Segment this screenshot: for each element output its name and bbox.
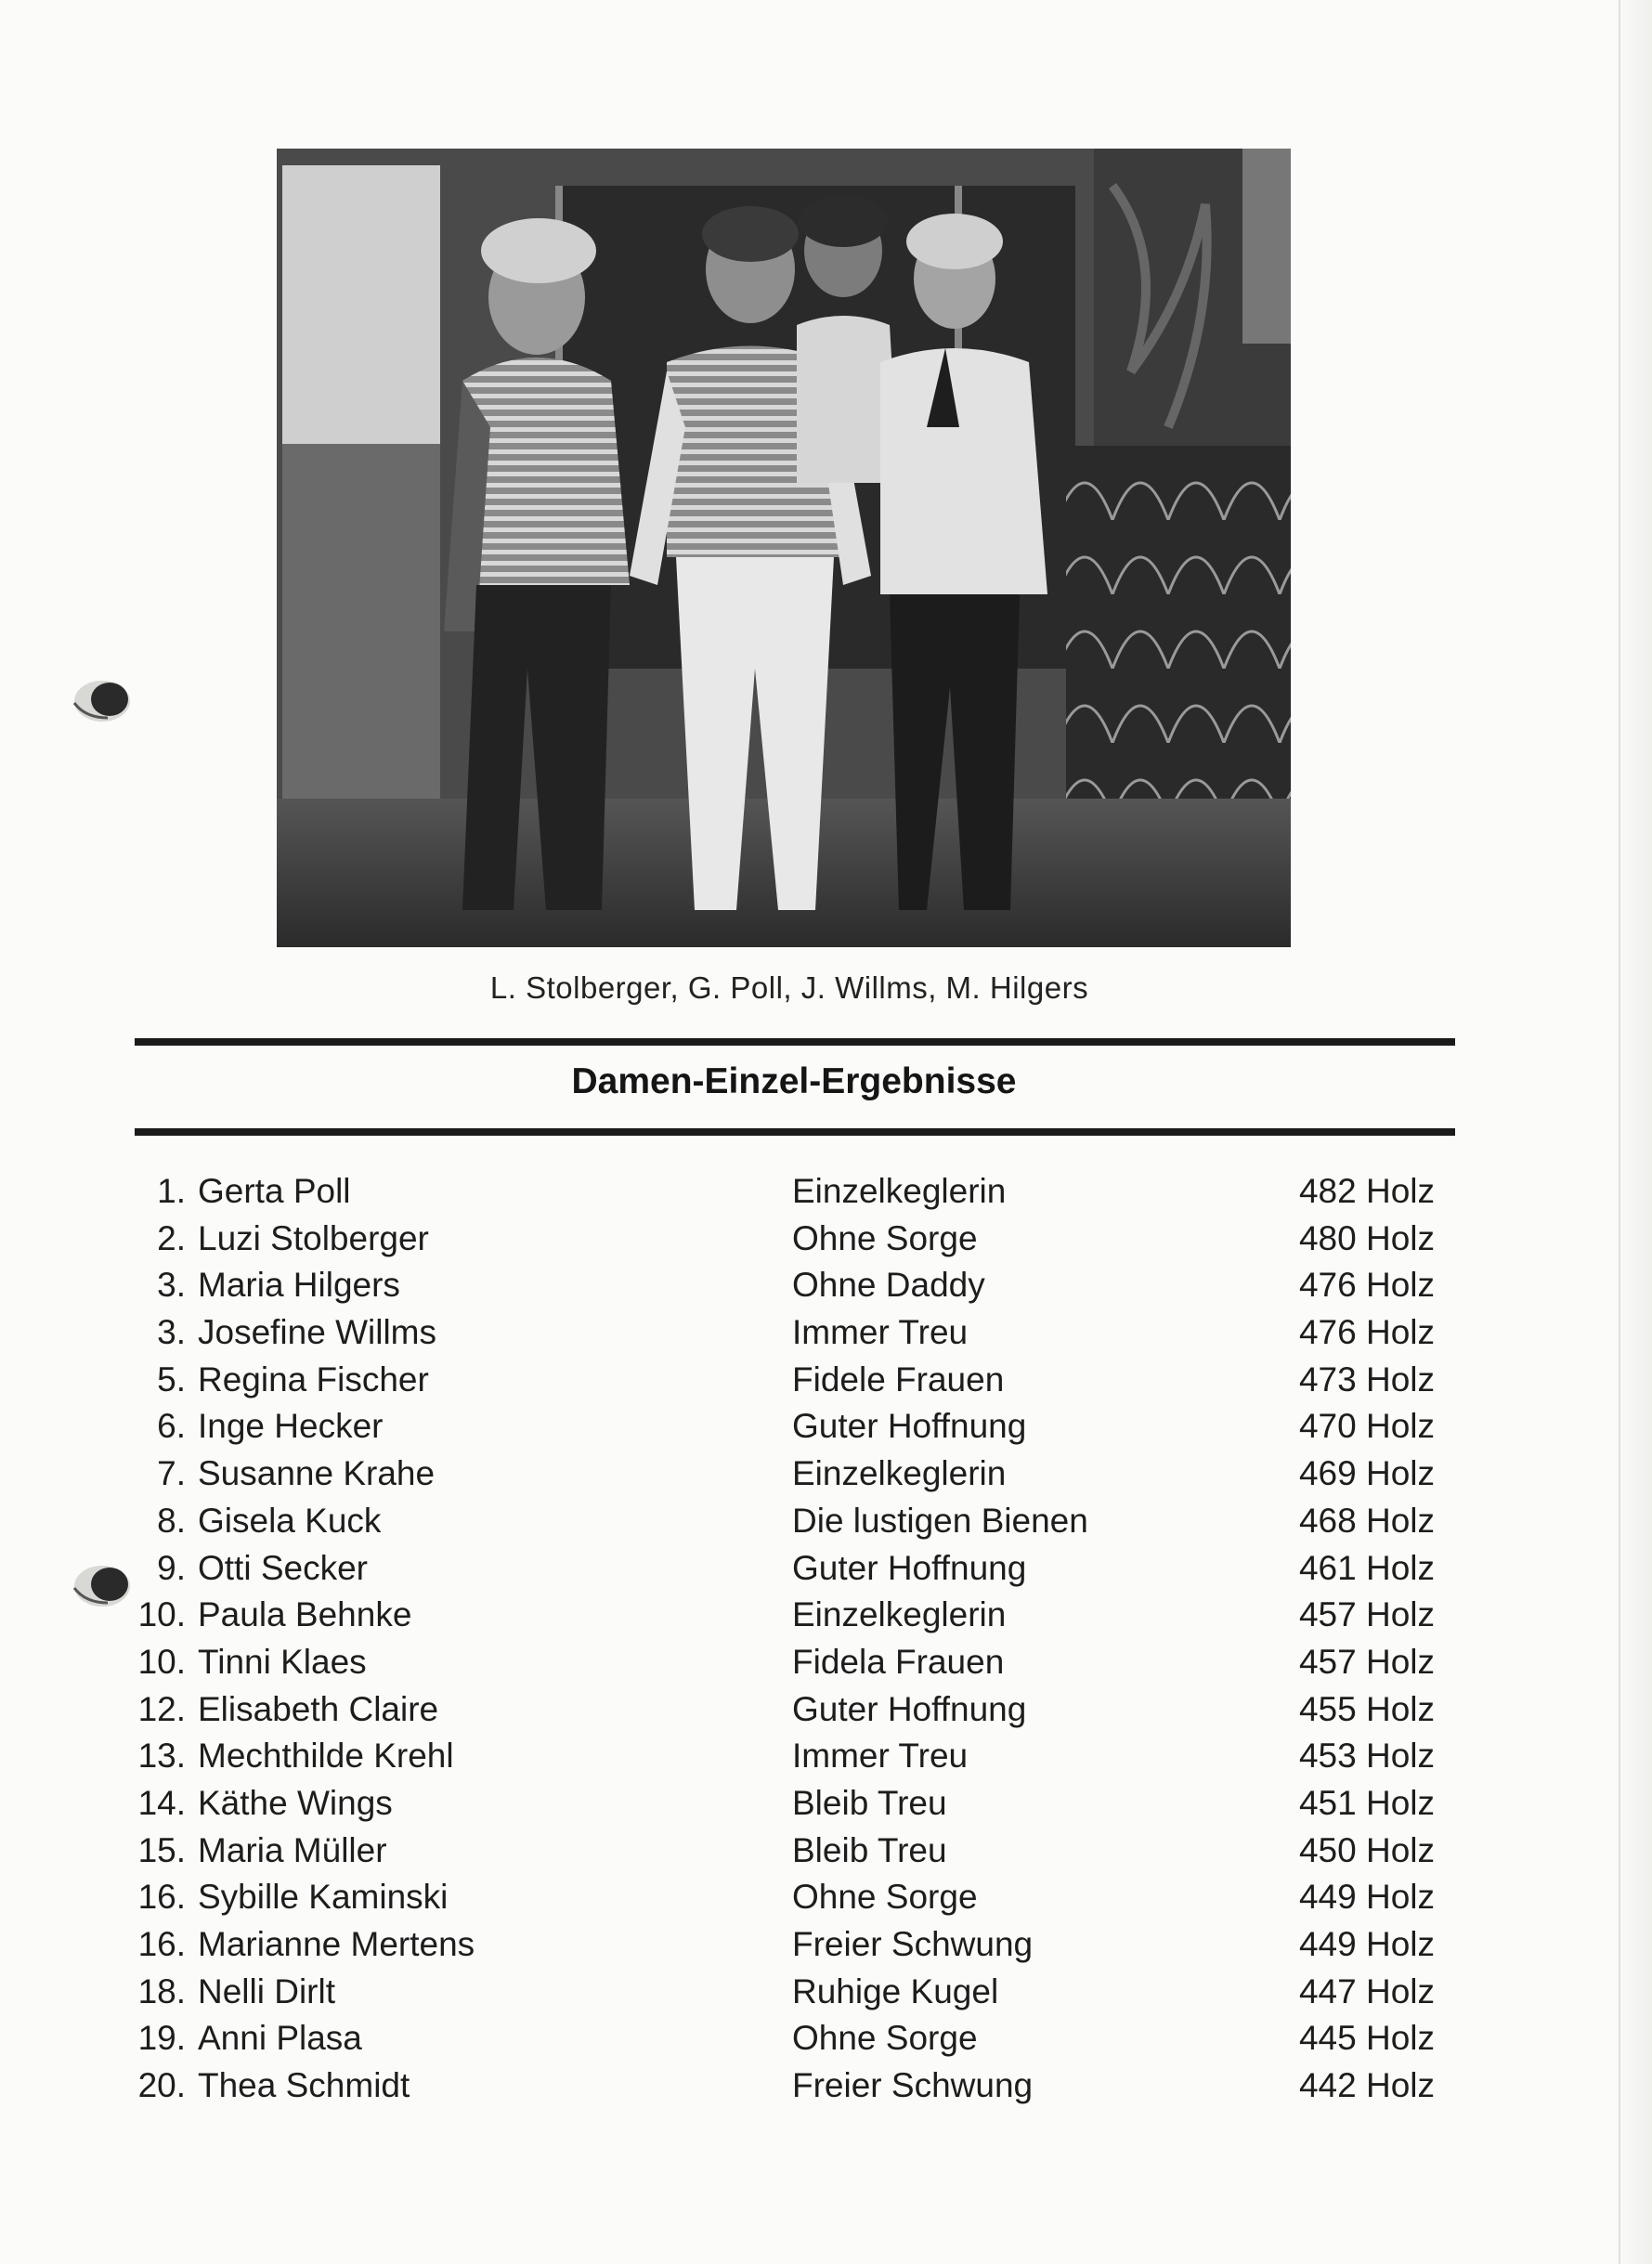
result-row [0, 1828, 1579, 1875]
result-row [0, 1969, 1579, 2016]
result-score: 457 Holz [1298, 1642, 1435, 1681]
result-rank: 8. [157, 1501, 186, 1540]
result-score: 480 Holz [1298, 1218, 1435, 1257]
result-name: Maria Hilgers [198, 1266, 400, 1305]
result-score: 451 Holz [1298, 1783, 1435, 1822]
result-row [0, 1357, 1579, 1404]
result-name: Susanne Krahe [198, 1454, 436, 1493]
group-photo [277, 149, 1291, 947]
result-score: 473 Holz [1298, 1360, 1435, 1399]
result-row [0, 1216, 1579, 1263]
result-club: Bleib Treu [792, 1830, 947, 1869]
photo-caption: L. Stolberger, G. Poll, J. Willms, M. Hilgers [489, 970, 1089, 1005]
result-score: 461 Holz [1298, 1548, 1435, 1587]
result-name: Gisela Kuck [198, 1501, 382, 1540]
result-name: Marianne Mertens [198, 1925, 475, 1963]
result-score: 482 Holz [1298, 1172, 1435, 1210]
result-rank: 10. [137, 1642, 186, 1681]
result-row [0, 1592, 1579, 1639]
result-rank: 12. [137, 1689, 186, 1728]
result-club: Ruhige Kugel [792, 1971, 999, 2010]
result-score: 468 Holz [1298, 1501, 1435, 1540]
result-rank: 20. [137, 2066, 186, 2105]
result-name: Luzi Stolberger [198, 1218, 429, 1257]
result-rank: 18. [137, 1971, 186, 2010]
result-club: Guter Hoffnung [792, 1407, 1027, 1446]
result-score: 455 Holz [1298, 1689, 1435, 1728]
result-score: 442 Holz [1298, 2066, 1435, 2105]
result-score: 449 Holz [1298, 1878, 1435, 1917]
result-name: Elisabeth Claire [198, 1689, 439, 1728]
result-row [0, 1545, 1579, 1593]
result-name: Anni Plasa [198, 2019, 362, 2058]
result-rank: 9. [157, 1548, 186, 1587]
result-score: 450 Holz [1298, 1830, 1435, 1869]
result-row [0, 1921, 1579, 1969]
result-row [0, 1168, 1579, 1216]
result-name: Käthe Wings [198, 1783, 393, 1822]
result-club: Freier Schwung [792, 2066, 1034, 2105]
result-row [0, 1639, 1579, 1686]
result-club: Guter Hoffnung [792, 1689, 1027, 1728]
result-name: Gerta Poll [198, 1172, 351, 1210]
result-club: Einzelkeglerin [792, 1595, 1007, 1634]
result-name: Tinni Klaes [198, 1642, 367, 1681]
result-club: Fidela Frauen [792, 1642, 1005, 1681]
result-rank: 13. [137, 1737, 186, 1776]
result-rank: 16. [137, 1878, 186, 1917]
result-club: Freier Schwung [792, 1925, 1034, 1963]
page-edge [1615, 0, 1652, 2264]
result-name: Inge Hecker [198, 1407, 384, 1446]
result-name: Josefine Willms [198, 1313, 436, 1352]
result-rank: 16. [137, 1925, 186, 1963]
result-row [0, 1451, 1579, 1498]
result-score: 453 Holz [1298, 1737, 1435, 1776]
result-name: Maria Müller [198, 1830, 387, 1869]
result-name: Sybille Kaminski [198, 1878, 449, 1917]
result-score: 476 Holz [1298, 1313, 1435, 1352]
result-club: Einzelkeglerin [792, 1454, 1007, 1493]
result-club: Bleib Treu [792, 1783, 947, 1822]
result-row [0, 1686, 1579, 1734]
punch-hole-icon [67, 675, 132, 727]
result-club: Die lustigen Bienen [792, 1501, 1088, 1540]
result-score: 476 Holz [1298, 1266, 1435, 1305]
result-club: Ohne Daddy [792, 1266, 985, 1305]
result-name: Paula Behnke [198, 1595, 412, 1634]
result-rank: 19. [137, 2019, 186, 2058]
result-row [0, 1780, 1579, 1828]
result-rank: 7. [157, 1454, 186, 1493]
result-row [0, 1262, 1579, 1309]
result-rank: 5. [157, 1360, 186, 1399]
result-row [0, 1874, 1579, 1921]
result-club: Einzelkeglerin [792, 1172, 1007, 1210]
result-name: Regina Fischer [198, 1360, 429, 1399]
result-rank: 3. [157, 1266, 186, 1305]
result-club: Immer Treu [792, 1313, 969, 1352]
result-club: Immer Treu [792, 1737, 969, 1776]
result-row [0, 1403, 1579, 1451]
result-rank: 14. [137, 1783, 186, 1822]
result-club: Ohne Sorge [792, 1878, 978, 1917]
result-club: Ohne Sorge [792, 1218, 978, 1257]
divider-top [135, 1038, 1455, 1046]
result-club: Fidele Frauen [792, 1360, 1005, 1399]
section-heading: Damen-Einzel-Ergebnisse [571, 1061, 1017, 1101]
result-name: Nelli Dirlt [198, 1971, 335, 2010]
result-row [0, 1498, 1579, 1545]
result-score: 447 Holz [1298, 1971, 1435, 2010]
result-row [0, 2015, 1579, 2062]
result-club: Ohne Sorge [792, 2019, 978, 2058]
result-name: Thea Schmidt [198, 2066, 410, 2105]
result-row [0, 1733, 1579, 1780]
page-edge-line [1619, 0, 1620, 2264]
result-rank: 1. [157, 1172, 186, 1210]
result-club: Guter Hoffnung [792, 1548, 1027, 1587]
result-score: 457 Holz [1298, 1595, 1435, 1634]
divider-bottom [135, 1128, 1455, 1136]
result-row [0, 2062, 1579, 2110]
result-rank: 6. [157, 1407, 186, 1446]
result-rank: 15. [137, 1830, 186, 1869]
result-score: 445 Holz [1298, 2019, 1435, 2058]
result-score: 469 Holz [1298, 1454, 1435, 1493]
result-score: 470 Holz [1298, 1407, 1435, 1446]
result-name: Mechthilde Krehl [198, 1737, 454, 1776]
result-rank: 2. [157, 1218, 186, 1257]
result-name: Otti Secker [198, 1548, 368, 1587]
results-list [0, 1168, 1579, 2110]
result-row [0, 1309, 1579, 1357]
result-rank: 10. [137, 1595, 186, 1634]
result-score: 449 Holz [1298, 1925, 1435, 1963]
result-rank: 3. [157, 1313, 186, 1352]
